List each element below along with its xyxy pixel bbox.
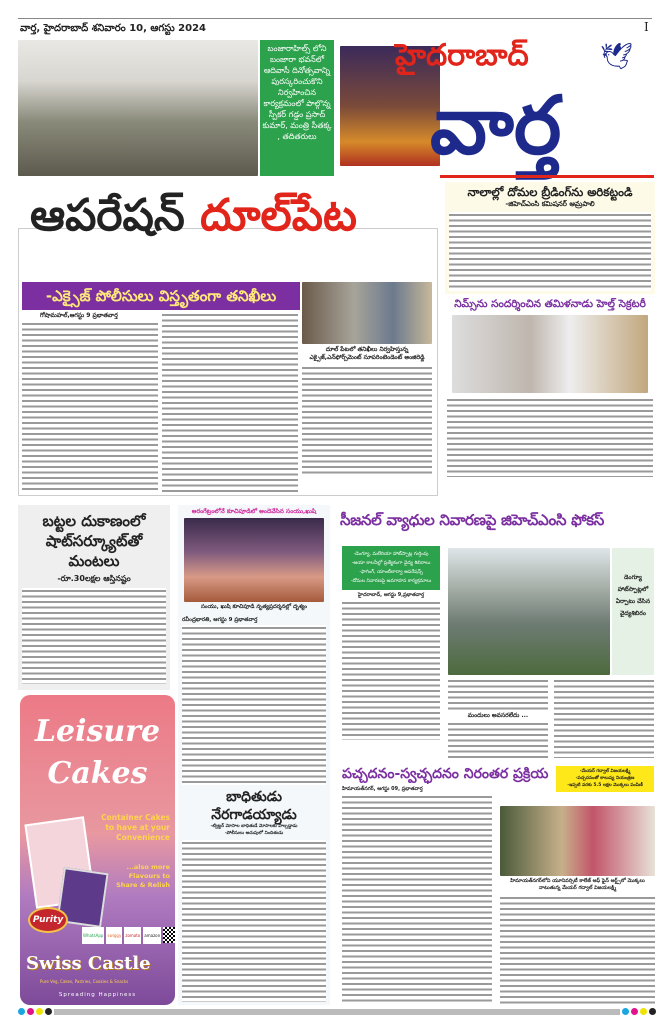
- ad-brand: Swiss Castle: [26, 953, 151, 974]
- victim-sub-2: -పోలీసులు అదుపులో నిందితుడు: [224, 831, 284, 836]
- headline-black: ఆపరేషన్: [30, 190, 185, 241]
- mosquito-headline: నాలాల్లో దోమల బ్రీడింగ్‌ను అరికట్టండి: [467, 185, 633, 199]
- victim-sub-1: -ట్విట్టర్‌ మోసాల బాధితుడే మోసాలకు పాల్పడ్డాడు: [210, 824, 298, 829]
- seasonal-col2: [448, 678, 548, 760]
- qr-code: [163, 927, 175, 943]
- victim-body: [182, 840, 326, 1002]
- seasonal-subhead: మందులు అవసరలేదు ...: [467, 712, 529, 719]
- lead-headline: [30, 190, 435, 252]
- seasonal-side-caption: డెంగ్యూ హాట్‌స్పాట్లలో ఏర్పాటు చేసిన వైద్యశిబిరం: [612, 548, 654, 675]
- nims-body: [447, 397, 653, 477]
- zomato-badge: zomato: [124, 927, 141, 944]
- mosquito-body: [449, 212, 651, 291]
- green-body-col1: [342, 794, 492, 1004]
- dance-dateline: రవీంద్రభారతి, ఆగస్టు 9 ప్రభాతవార్త: [182, 617, 258, 623]
- fire-headline-1: బట్టల దుకాణంలో: [42, 512, 146, 530]
- advertisement: [20, 695, 175, 1005]
- lead-body-col1: [22, 321, 158, 492]
- mosquito-story: [445, 182, 655, 294]
- nims-photo: [452, 315, 648, 393]
- seasonal-body-col2a: [448, 678, 548, 711]
- seasonal-headline: సీజనల్ వ్యాధుల నివారణపై జిహెచ్ఎంసి ఫోకస్: [340, 511, 604, 529]
- ad-title-1: Leisure: [34, 714, 161, 749]
- seasonal-points-box: [342, 546, 440, 590]
- seasonal-body-col1: [342, 600, 440, 740]
- green-body-col2: [500, 895, 655, 1004]
- fogging-photo: [448, 548, 610, 675]
- app-badges: [82, 927, 175, 944]
- fire-sub: -రూ.30లక్షల ఆస్తినష్టం: [57, 574, 131, 583]
- ad-also: ...also more Flavours to Share & Relish: [116, 863, 170, 889]
- color-registration-bar: [18, 1008, 656, 1015]
- masthead-name: వార్త: [430, 79, 562, 172]
- dance-kicker: ఆరంగేట్రంలోనే కూచిపూడిలో అందెవేసిన సంయు,ఖుషి: [191, 508, 317, 515]
- ad-title-2: Cakes: [47, 756, 148, 791]
- point: -ఇప్పటి వరకు 5.5 లక్షల మొక్కలు పంపిణీ: [567, 783, 643, 788]
- fire-headline-2: షాట్‌సర్క్యూట్‌తో మంటలు: [45, 532, 143, 570]
- ad-brand-sub: Pure Veg, Cakes, Pastries, Cookies & Snacks: [40, 979, 129, 984]
- planting-photo: [500, 806, 655, 876]
- masthead-rule: [440, 175, 654, 178]
- top-rule: [18, 18, 652, 19]
- point: -దోమల నివారణపై అవగాహన కార్యక్రమాలు: [350, 579, 432, 584]
- fire-body: [22, 588, 166, 684]
- amazon-badge: amazon: [143, 927, 161, 944]
- point: -డెంగ్యూ, మలేరియా హాట్‌స్పాట్ల గుర్తింపు: [353, 552, 429, 557]
- photo-caption-box: [260, 40, 334, 176]
- point: -పచ్చదనంతో కాలుష్య నియంత్రణ: [575, 776, 635, 781]
- planting-caption: హిమాయత్‌నగర్‌లోని యూనివర్సిటీ కాలేజ్ ఆఫ్ ఫైన్ ఆర్ట్స్‌లో మొక్కలు నాటుతున్న మేయర్ గద్వాల్ విజయలక్ష్మి: [510, 878, 645, 891]
- headline-red: దూల్‌పేట: [200, 190, 357, 241]
- nims-headline: నిమ్స్‌ను సందర్శించిన తమిళనాడు హెల్త్ సెక్రటరీ: [454, 298, 646, 310]
- dance-caption: సంయు, ఖుషి కూచిపూడి నృత్యప్రదర్శనల్లో దృశ్యం: [200, 604, 308, 610]
- tribal-day-photo: [18, 40, 258, 176]
- dove-icon: 🕊: [600, 42, 634, 72]
- dateline: వార్త, హైదరాబాద్ శనివారం 10, ఆగస్టు 2024: [20, 23, 206, 34]
- raid-photo: [302, 282, 432, 344]
- dance-photo: [184, 518, 324, 602]
- seasonal-body-col2b: [448, 721, 548, 760]
- mosquito-sub: -జిహెచ్ఎంసి కమిషనర్ ఆమ్రపాలి: [505, 200, 595, 208]
- victim-headline: బాధితుడు నేరగాడయ్యాడు: [211, 789, 297, 823]
- seasonal-col1: [342, 546, 440, 740]
- purity-logo: Purity: [28, 907, 68, 933]
- raid-photo-block: [302, 282, 432, 475]
- lead-dateline: గోషామహల్,ఆగస్టు 9 ప్రభాతవార్త: [40, 312, 118, 319]
- lead-body-col3: [302, 365, 432, 475]
- dance-story: [178, 505, 330, 1005]
- green-headline: పచ్చదనం-స్వచ్ఛదనం నిరంతర ప్రక్రియ: [342, 766, 549, 782]
- green-points-box: [556, 766, 654, 792]
- seasonal-body-col3: [554, 678, 654, 758]
- green-dateline: హిమాయత్‌నగర్, ఆగస్టు 09, ప్రభాతవార్త: [342, 786, 423, 792]
- masthead-city: హైదరాబాద్: [395, 38, 529, 73]
- nims-story: [445, 298, 655, 477]
- page-number: I: [644, 20, 649, 34]
- point: -మేయర్ గద్వాల్ విజయలక్ష్మి: [579, 769, 631, 774]
- point: -ఆయా కాలనీల్లో ప్రత్యేకంగా వైద్య శిబిరాలు: [351, 561, 431, 566]
- raid-caption: దూల్ పేటలో తనిఖీలు నిర్వహిస్తున్న ఎక్సైజ్,ఎన్‌ఫోర్స్‌మెంట్ సూపరింటెండెంట్ అంజిరెడ్డి: [309, 346, 425, 361]
- planting-block: [500, 806, 655, 1004]
- ad-tagline: Container Cakes to have at your Convenience: [101, 813, 170, 842]
- lead-banner: -ఎక్సైజ్ పోలీసులు విస్తృతంగా తనిఖీలు: [22, 282, 300, 310]
- swiggy-badge: swiggy: [106, 927, 122, 944]
- fire-story: [18, 505, 170, 690]
- point: -ఫాగింగ్, యాంటీలార్వా ఆపరేషన్స్: [359, 570, 423, 575]
- ad-slogan: Spreading Happiness: [58, 992, 137, 998]
- caption-text: బంజారాహిల్స్ లోని బంజారా భవన్‌లో ఆదివాసీ దినోత్సవాన్ని పురస్కరించుకొని నిర్వహించిన కార్యక్రమంలో పాల్గొన్న స్పీకర్ గడ్డం ప్రసాద్ కుమార్, మంత్రి సీతక్క , తదితరులు: [262, 44, 332, 141]
- whatsapp-badge: WhatsApp: [82, 927, 104, 944]
- seasonal-dateline: హైదరాబాద్, ఆగస్టు 9,ప్రభాతవార్త: [357, 592, 425, 598]
- dance-body: [182, 625, 326, 785]
- lead-body-col2: [162, 312, 298, 492]
